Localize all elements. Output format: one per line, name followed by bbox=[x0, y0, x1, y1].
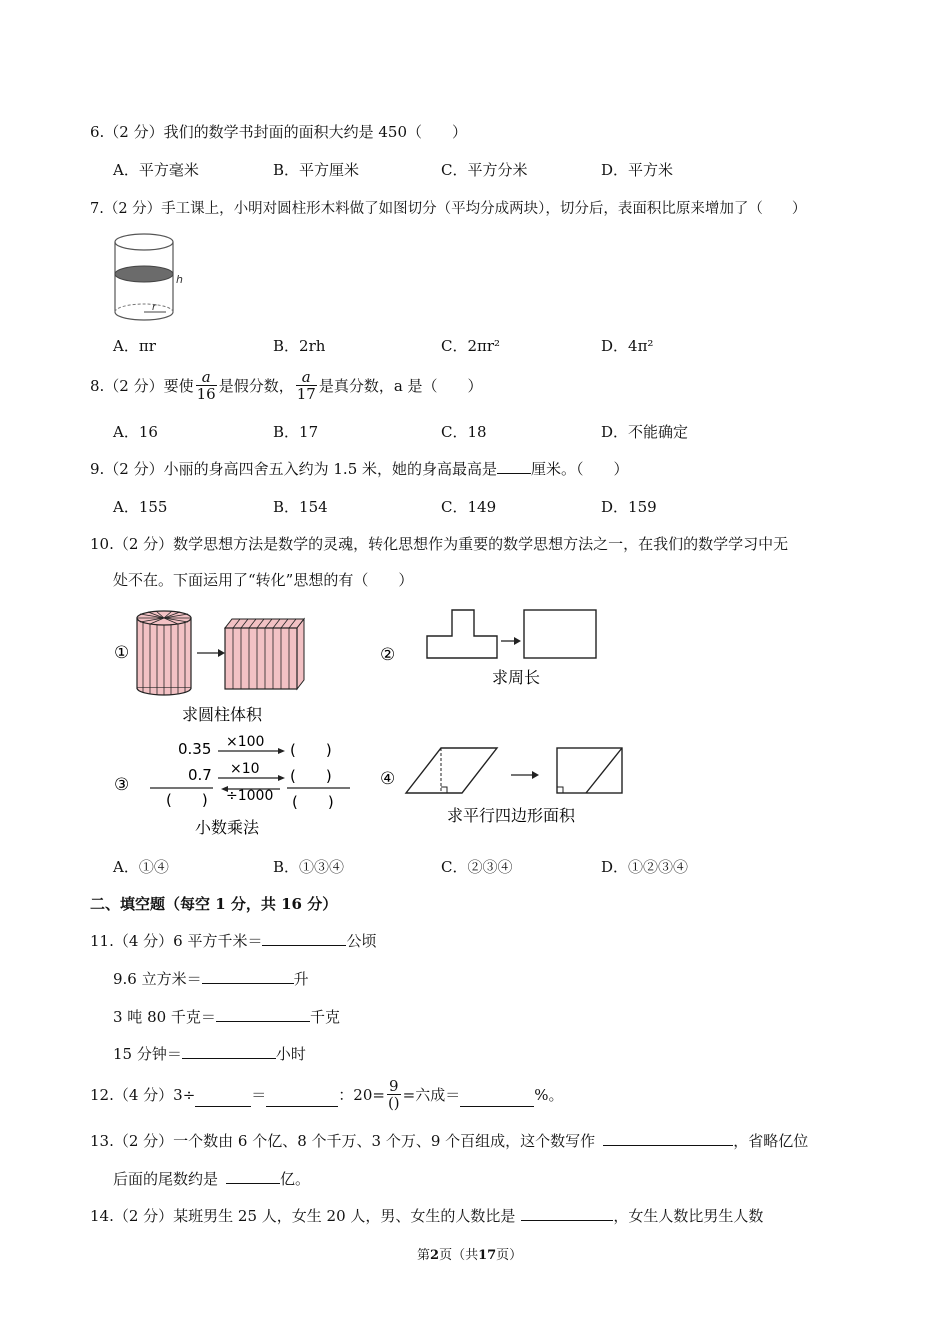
figure-1-number: ① bbox=[114, 643, 130, 663]
parallelogram-icon bbox=[406, 748, 497, 793]
stepped-shape-icon bbox=[427, 610, 497, 658]
figure-3-number: ③ bbox=[114, 775, 130, 795]
q11-blank-3 bbox=[216, 1007, 310, 1022]
q13-text-a: 13.（2 分）一个数由 6 个亿、8 个千万、3 个万、9 个百组成，这个数写作 bbox=[90, 1132, 596, 1150]
q9-stem-b: 厘米。（ ） bbox=[531, 460, 629, 478]
q10-line-1: 10.（2 分）数学思想方法是数学的灵魂，转化思想作为重要的数学思想方法之一，在我们的数学学习中无 bbox=[90, 535, 789, 553]
rectangle-result-icon bbox=[557, 748, 622, 793]
figure-3-caption: 小数乘法 bbox=[195, 818, 260, 837]
q8-fraction-2 bbox=[296, 369, 317, 402]
q12-text-c: ：20= bbox=[338, 1086, 385, 1104]
q8-prefix: 8.（2 分）要使 bbox=[90, 377, 194, 395]
cylinder-label-r: r bbox=[152, 302, 157, 313]
q11-l2-text: 9.6 立方米＝ bbox=[113, 970, 202, 988]
q13-blank-1 bbox=[603, 1131, 733, 1146]
q11-line-2 bbox=[113, 968, 309, 989]
label-divide-1000: ÷1000 bbox=[226, 788, 274, 804]
q10-option-d: D．①②③④ bbox=[601, 858, 689, 876]
q6-option-d: D．平方米 bbox=[601, 161, 674, 179]
q6-option-a: A．平方毫米 bbox=[113, 161, 199, 179]
q9-option-a: A．155 bbox=[113, 498, 168, 516]
q11-l1-text: 11.（4 分）6 平方千米＝ bbox=[90, 932, 263, 950]
q8-frac1-den: 16 bbox=[196, 385, 216, 403]
q10-option-a: A．①④ bbox=[113, 858, 169, 876]
q12-text-b: ＝ bbox=[251, 1086, 267, 1104]
q10-option-c: C．②③④ bbox=[441, 858, 513, 876]
q11-l2-unit: 升 bbox=[293, 970, 309, 988]
q7-option-b: B．2rh bbox=[273, 337, 326, 355]
q14-line bbox=[90, 1205, 763, 1226]
q8-frac2-num: a bbox=[301, 368, 311, 386]
q12-fraction bbox=[387, 1078, 401, 1111]
rectangle-shape-icon bbox=[524, 610, 596, 658]
q9-stem bbox=[90, 458, 629, 479]
q13-text-b: ，省略亿位 bbox=[733, 1132, 809, 1150]
q8-frac2-den: 17 bbox=[296, 385, 316, 403]
q8-option-c: C．18 bbox=[441, 423, 487, 441]
q12-frac-den: () bbox=[387, 1094, 400, 1112]
q7-option-c: C．2πr² bbox=[441, 337, 501, 355]
q8-fraction-1 bbox=[196, 369, 217, 402]
q12-text-e: %。 bbox=[534, 1086, 564, 1104]
cylinder-cut-figure bbox=[108, 228, 188, 328]
label-times-10: ×10 bbox=[230, 761, 260, 777]
cylinder-label-h: h bbox=[176, 273, 183, 286]
q6-option-c: C．平方分米 bbox=[441, 161, 528, 179]
q10-figures bbox=[100, 600, 640, 840]
footer-post: 页） bbox=[496, 1248, 523, 1263]
footer-pre: 第 bbox=[417, 1248, 431, 1263]
q8-suffix: 是真分数，a 是（ ） bbox=[318, 377, 483, 395]
q12-text-d: =六成＝ bbox=[402, 1086, 461, 1104]
footer-total-pages: 17 bbox=[478, 1248, 497, 1263]
q13-text-c: 后面的尾数约是 bbox=[113, 1170, 219, 1188]
blank-result-1: ( ) bbox=[290, 741, 332, 759]
q12-blank-1 bbox=[195, 1092, 251, 1107]
q7-option-a: A．πr bbox=[113, 337, 156, 355]
q14-text-b: ，女生人数比男生人数 bbox=[613, 1207, 764, 1225]
q9-option-c: C．149 bbox=[441, 498, 497, 516]
q11-line-4 bbox=[113, 1043, 306, 1064]
q11-blank-2 bbox=[202, 969, 294, 984]
q6-option-b: B．平方厘米 bbox=[273, 161, 360, 179]
figure-4-caption: 求平行四边形面积 bbox=[447, 806, 576, 825]
q8-option-b: B．17 bbox=[273, 423, 319, 441]
footer-page-number: 2 bbox=[430, 1248, 440, 1263]
q13-text-d: 亿。 bbox=[280, 1170, 311, 1188]
q13-line-2 bbox=[113, 1168, 310, 1189]
q10-line-2: 处不在。下面运用了“转化”思想的有（ ） bbox=[113, 571, 414, 589]
q7-stem: 7.（2 分）手工课上，小明对圆柱形木料做了如图切分（平均分成两块），切分后，表面积比原来增加了（ ） bbox=[90, 201, 807, 217]
q14-blank-1 bbox=[521, 1206, 613, 1221]
q13-line-1 bbox=[90, 1130, 808, 1151]
q12-text-a: 12.（4 分）3÷ bbox=[90, 1086, 196, 1104]
figure-4-number: ④ bbox=[380, 769, 396, 789]
footer-mid: 页（共 bbox=[439, 1248, 479, 1263]
blank-result-3: ( ) bbox=[292, 793, 334, 811]
blank-input-3: ( ) bbox=[166, 791, 208, 809]
q8-option-d: D．不能确定 bbox=[601, 423, 689, 441]
q13-blank-2 bbox=[226, 1169, 280, 1184]
q12-line bbox=[90, 1078, 564, 1111]
q14-text-a: 14.（2 分）某班男生 25 人，女生 20 人，男、女生的人数比是 bbox=[90, 1207, 516, 1225]
q10-option-b: B．①③④ bbox=[273, 858, 345, 876]
q11-line-3 bbox=[113, 1006, 340, 1027]
q8-option-a: A．16 bbox=[113, 423, 158, 441]
q9-blank bbox=[497, 459, 531, 474]
figure-2-number: ② bbox=[380, 645, 396, 665]
page-footer bbox=[417, 1244, 522, 1263]
q8-stem bbox=[90, 369, 483, 402]
q9-option-b: B．154 bbox=[273, 498, 328, 516]
q11-l4-unit: 小时 bbox=[275, 1045, 306, 1063]
q8-frac1-num: a bbox=[201, 368, 211, 386]
q11-l3-unit: 千克 bbox=[309, 1008, 340, 1026]
q9-stem-a: 9.（2 分）小丽的身高四舍五入约为 1.5 米，她的身高最高是 bbox=[90, 460, 498, 478]
q11-blank-4 bbox=[182, 1044, 276, 1059]
q9-option-d: D．159 bbox=[601, 498, 657, 516]
q6-stem: 6.（2 分）我们的数学书封面的面积大约是 450（ ） bbox=[90, 123, 468, 141]
q12-frac-num: 9 bbox=[389, 1077, 399, 1095]
q11-line-1 bbox=[90, 930, 377, 951]
q11-blank-1 bbox=[262, 931, 346, 946]
blank-result-2: ( ) bbox=[290, 767, 332, 785]
label-times-100: ×100 bbox=[226, 734, 265, 750]
decimal-07: 0.7 bbox=[188, 766, 212, 784]
q11-l3-text: 3 吨 80 千克＝ bbox=[113, 1008, 216, 1026]
q11-l1-unit: 公顷 bbox=[346, 932, 377, 950]
section-2-heading: 二、填空题（每空 1 分，共 16 分） bbox=[90, 895, 338, 913]
q12-blank-3 bbox=[460, 1092, 534, 1107]
figure-1-caption: 求圆柱体积 bbox=[182, 705, 263, 724]
q8-mid: 是假分数， bbox=[218, 377, 294, 395]
figure-2-caption: 求周长 bbox=[492, 668, 541, 687]
q12-blank-2 bbox=[266, 1092, 338, 1107]
rearranged-cuboid-icon bbox=[225, 619, 304, 689]
q7-option-d: D．4π² bbox=[601, 337, 654, 355]
q11-l4-text: 15 分钟＝ bbox=[113, 1045, 182, 1063]
sliced-cylinder-icon bbox=[137, 611, 191, 695]
decimal-035: 0.35 bbox=[178, 740, 212, 758]
